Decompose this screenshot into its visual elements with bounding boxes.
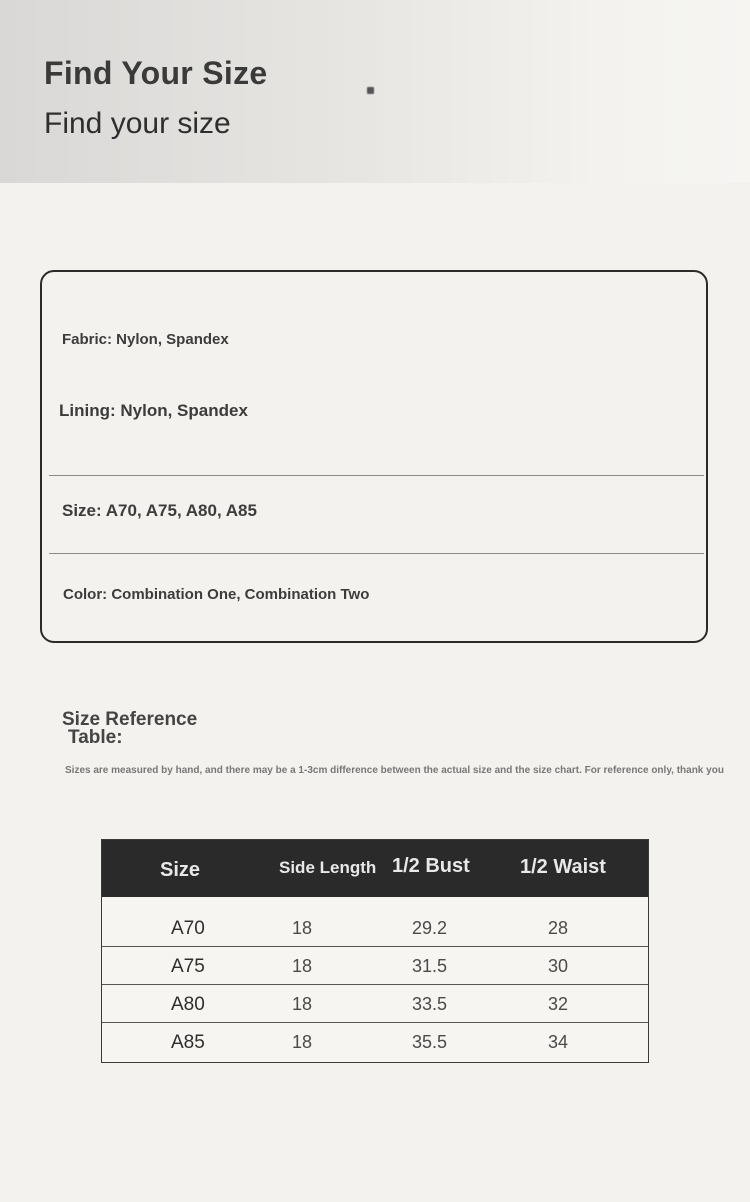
cell-half-waist: 28 — [548, 918, 569, 938]
size-table — [101, 839, 649, 1063]
cell-half-bust: 35.5 — [412, 1032, 448, 1052]
size-reference-title-line1: Size Reference — [62, 709, 198, 730]
cell-side-length: 18 — [292, 956, 313, 976]
decorative-dot — [367, 87, 374, 94]
page-subtitle: Find your size — [44, 107, 231, 140]
size-reference-title — [62, 711, 197, 747]
cell-size: A85 — [171, 1032, 205, 1053]
fabric-info: Fabric: Nylon, Spandex — [62, 331, 229, 348]
info-divider — [49, 553, 704, 554]
size-info: Size: A70, A75, A80, A85 — [62, 501, 257, 520]
size-reference-title-line2: Table: — [68, 727, 123, 748]
cell-size: A70 — [171, 918, 205, 939]
product-info-box — [40, 270, 708, 643]
cell-half-bust: 31.5 — [412, 956, 448, 976]
table-row — [102, 1023, 648, 1061]
page-title: Find Your Size — [44, 55, 268, 91]
lining-info: Lining: Nylon, Spandex — [59, 401, 248, 420]
measurement-note: Sizes are measured by hand, and there may be a 1-3cm difference between the actual size and the size chart. For reference only, thank you — [65, 765, 724, 776]
cell-half-waist: 30 — [548, 956, 569, 976]
table-row — [102, 947, 648, 985]
cell-size: A75 — [171, 956, 205, 977]
cell-half-waist: 34 — [548, 1032, 569, 1052]
cell-side-length: 18 — [292, 994, 313, 1014]
table-header — [102, 840, 648, 897]
color-info: Color: Combination One, Combination Two — [63, 586, 370, 603]
info-divider — [49, 475, 704, 476]
column-header-half-waist: 1/2 Waist — [520, 856, 606, 878]
column-header-size: Size — [160, 859, 201, 881]
cell-half-bust: 33.5 — [412, 994, 448, 1014]
header-banner — [0, 0, 750, 183]
cell-half-waist: 32 — [548, 994, 569, 1014]
cell-half-bust: 29.2 — [412, 918, 448, 938]
cell-side-length: 18 — [292, 1032, 313, 1052]
column-header-side-length: Side Length — [279, 858, 377, 877]
table-row — [102, 985, 648, 1023]
cell-side-length: 18 — [292, 918, 313, 938]
column-header-half-bust: 1/2 Bust — [392, 855, 470, 877]
cell-size: A80 — [171, 994, 205, 1015]
table-row — [102, 909, 648, 947]
